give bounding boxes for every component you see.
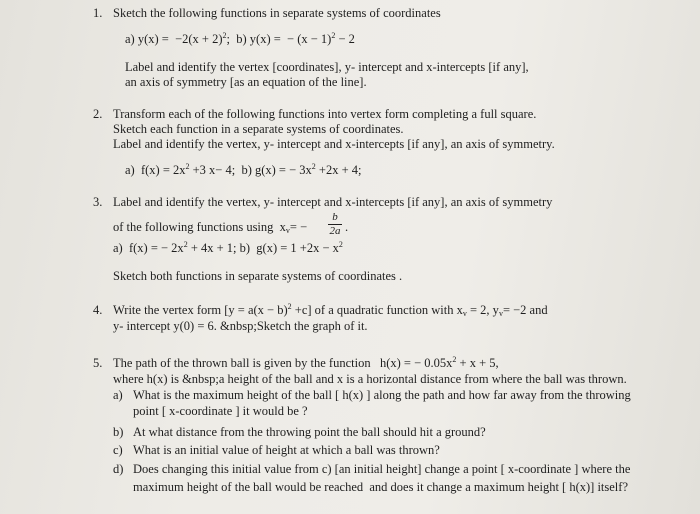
problem-2-number: 2. <box>93 107 103 121</box>
problem-5d-label: d) <box>113 462 124 476</box>
problem-5a-line-2: point [ x-coordinate ] it would be ? <box>133 404 308 418</box>
problem-3-functions: a) f(x) = − $2x^2 + 4x + 1$; b) $g(x) = 1 +2x - x^2$ <box>113 240 343 255</box>
problem-5b-line-1: At what distance from the throwing point the ball should hit a ground? <box>133 425 486 439</box>
problem-5a-label: a) <box>113 388 123 402</box>
problem-3-line-2: of the following functions using $x_v=$ − <box>113 220 308 235</box>
problem-2-line-1: Transform each of the following functions into vertex form completing a full square. <box>113 107 537 121</box>
problem-5-number: 5. <box>93 356 103 370</box>
fraction-denominator: 2a <box>329 225 341 237</box>
problem-1-title: Sketch the following functions in separate systems of coordinates <box>113 6 441 20</box>
problem-5a-line-1: What is the maximum height of the ball [ h(x) ] along the path and how far away from the throwing <box>133 388 631 402</box>
problem-3-sketch: Sketch both functions in separate systems of coordinates . <box>113 269 403 283</box>
problem-5d-line-1: Does changing this initial value from c) [an initial height] change a point [ x-coordinate ] where the <box>133 462 631 476</box>
vertex-x-fraction <box>328 212 342 237</box>
problem-1-instruction-2: an axis of symmetry [as an equation of the line]. <box>125 75 367 89</box>
problem-3-line-1: Label and identify the vertex, y- intercept and x-intercepts [if any], an axis of symmetry <box>113 195 553 209</box>
fraction-period: . <box>345 220 349 234</box>
problem-2-functions: a) $f(x) = 2x^2 +3$ x− 4; b) g(x) = − $3x^2 +2x + 4$; <box>125 162 362 177</box>
problem-5d-line-2: maximum height of the ball would be reached and does it change a maximum height [ h(x)] itself? <box>133 480 628 494</box>
problem-5c-label: c) <box>113 443 123 457</box>
problem-5b-label: b) <box>113 425 124 439</box>
problem-3-number: 3. <box>93 195 103 209</box>
problem-1-number: 1. <box>93 6 103 20</box>
problem-2-line-2: Sketch each function in a separate systems of coordinates. <box>113 122 404 136</box>
problem-2-line-3: Label and identify the vertex, y- intercept and x-intercepts [if any], an axis of symmetry. <box>113 137 555 151</box>
problem-4-line-2: y- intercept y(0) = 6. &nbsp;Sketch the graph of it. <box>113 319 368 333</box>
fraction-numerator: b <box>332 211 338 223</box>
problem-1-instruction-1: Label and identify the vertex [coordinates], y- intercept and x-intercepts [if any], <box>125 60 529 74</box>
problem-5c-line-1: What is an initial value of height at which a ball was thrown? <box>133 443 440 457</box>
problem-4-number: 4. <box>93 303 103 317</box>
problem-4-line-1: Write the vertex form $[y = a(x - b)^2 +c]$ of a quadratic function with $x_v = 2$, $y_v= -2$ and <box>113 302 548 318</box>
problem-5-line-1: The path of the thrown ball is given by the function h(x) = − $0.05x^2 + x + 5$, <box>113 355 499 370</box>
problem-1-functions: a) $y(x) = -2(x + 2)^2$; b) y(x) = − $(x - 1)^2 - 2$ <box>125 31 355 46</box>
problem-5-line-2: where h(x) is &nbsp;a height of the ball and x is a horizontal distance from where the ball was thrown. <box>113 372 627 386</box>
